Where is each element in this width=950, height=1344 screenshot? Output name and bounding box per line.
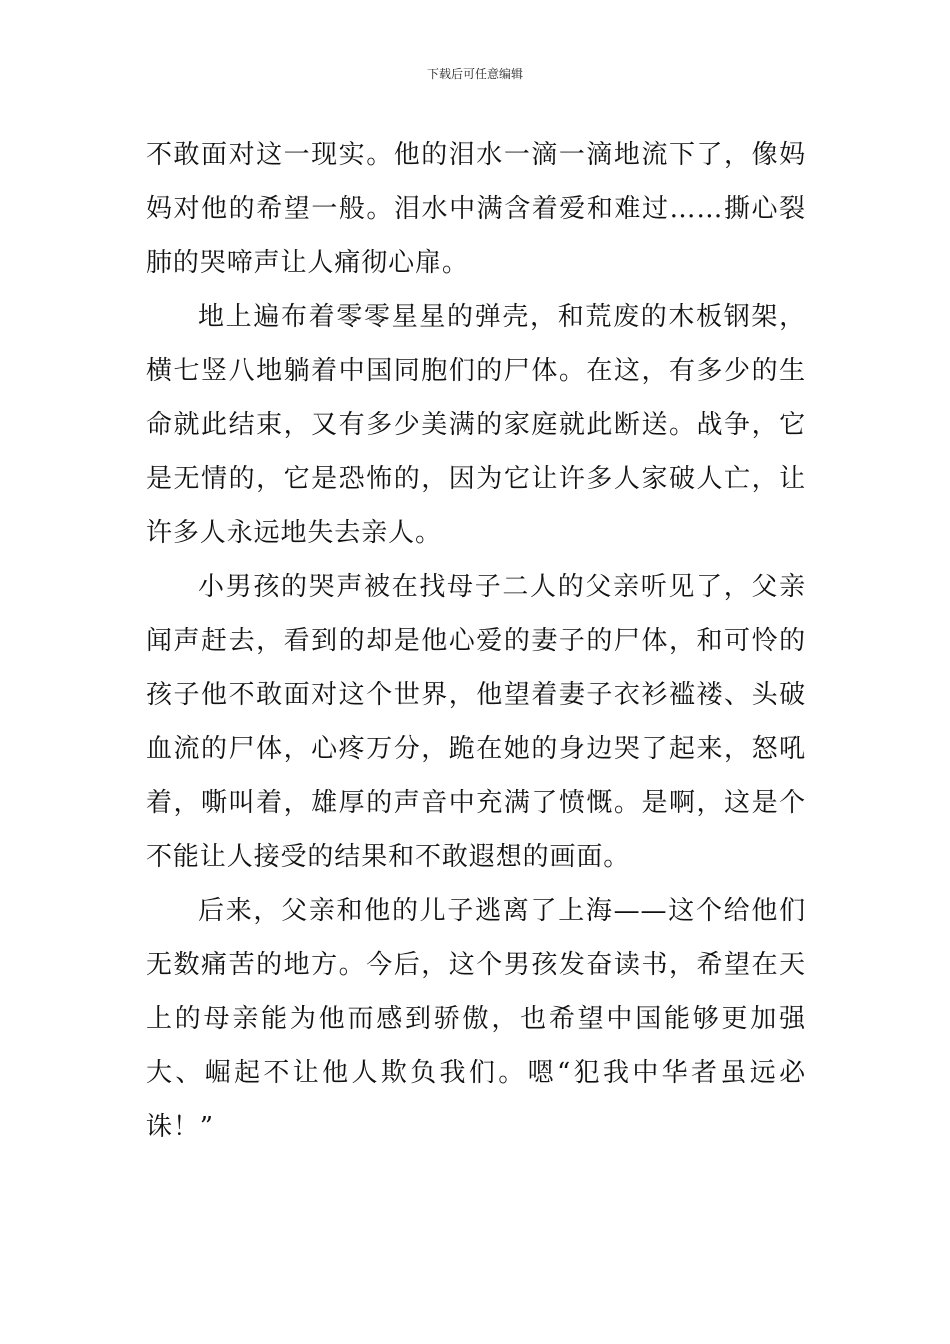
paragraph-1: 不敢面对这一现实。他的泪水一滴一滴地流下了，像妈妈对他的希望一般。泪水中满含着爱和难过……撕心裂肺的哭啼声让人痛彻心扉。 (146, 140, 806, 278)
paragraph-2: 地上遍布着零零星星的弹壳，和荒废的木板钢架，横七竖八地躺着中国同胞们的尸体。在这，有多少的生命就此结束，又有多少美满的家庭就此断送。战争，它是无情的，它是恐怖的，因为它让许多人家破人亡，让许多人永远地失去亲人。 (146, 302, 806, 548)
paragraph-4: 后来，父亲和他的儿子逃离了上海——这个给他们无数痛苦的地方。今后，这个男孩发奋读书，希望在天上的母亲能为他而感到骄傲，也希望中国能够更加强大、崛起不让他人欺负我们。嗯“犯我中华者虽远必诛！” (146, 896, 806, 1142)
paragraph-3: 小男孩的哭声被在找母子二人的父亲听见了，父亲闻声赶去，看到的却是他心爱的妻子的尸体，和可怜的孩子他不敢面对这个世界，他望着妻子衣衫褴褛、头破血流的尸体，心疼万分，跪在她的身边哭了起来，怒吼着，嘶叫着，雄厚的声音中充满了愤慨。是啊，这是个不能让人接受的结果和不敢遐想的画面。 (146, 572, 806, 872)
document-body (146, 128, 806, 1154)
page-header: 下载后可任意编辑 (426, 67, 523, 81)
